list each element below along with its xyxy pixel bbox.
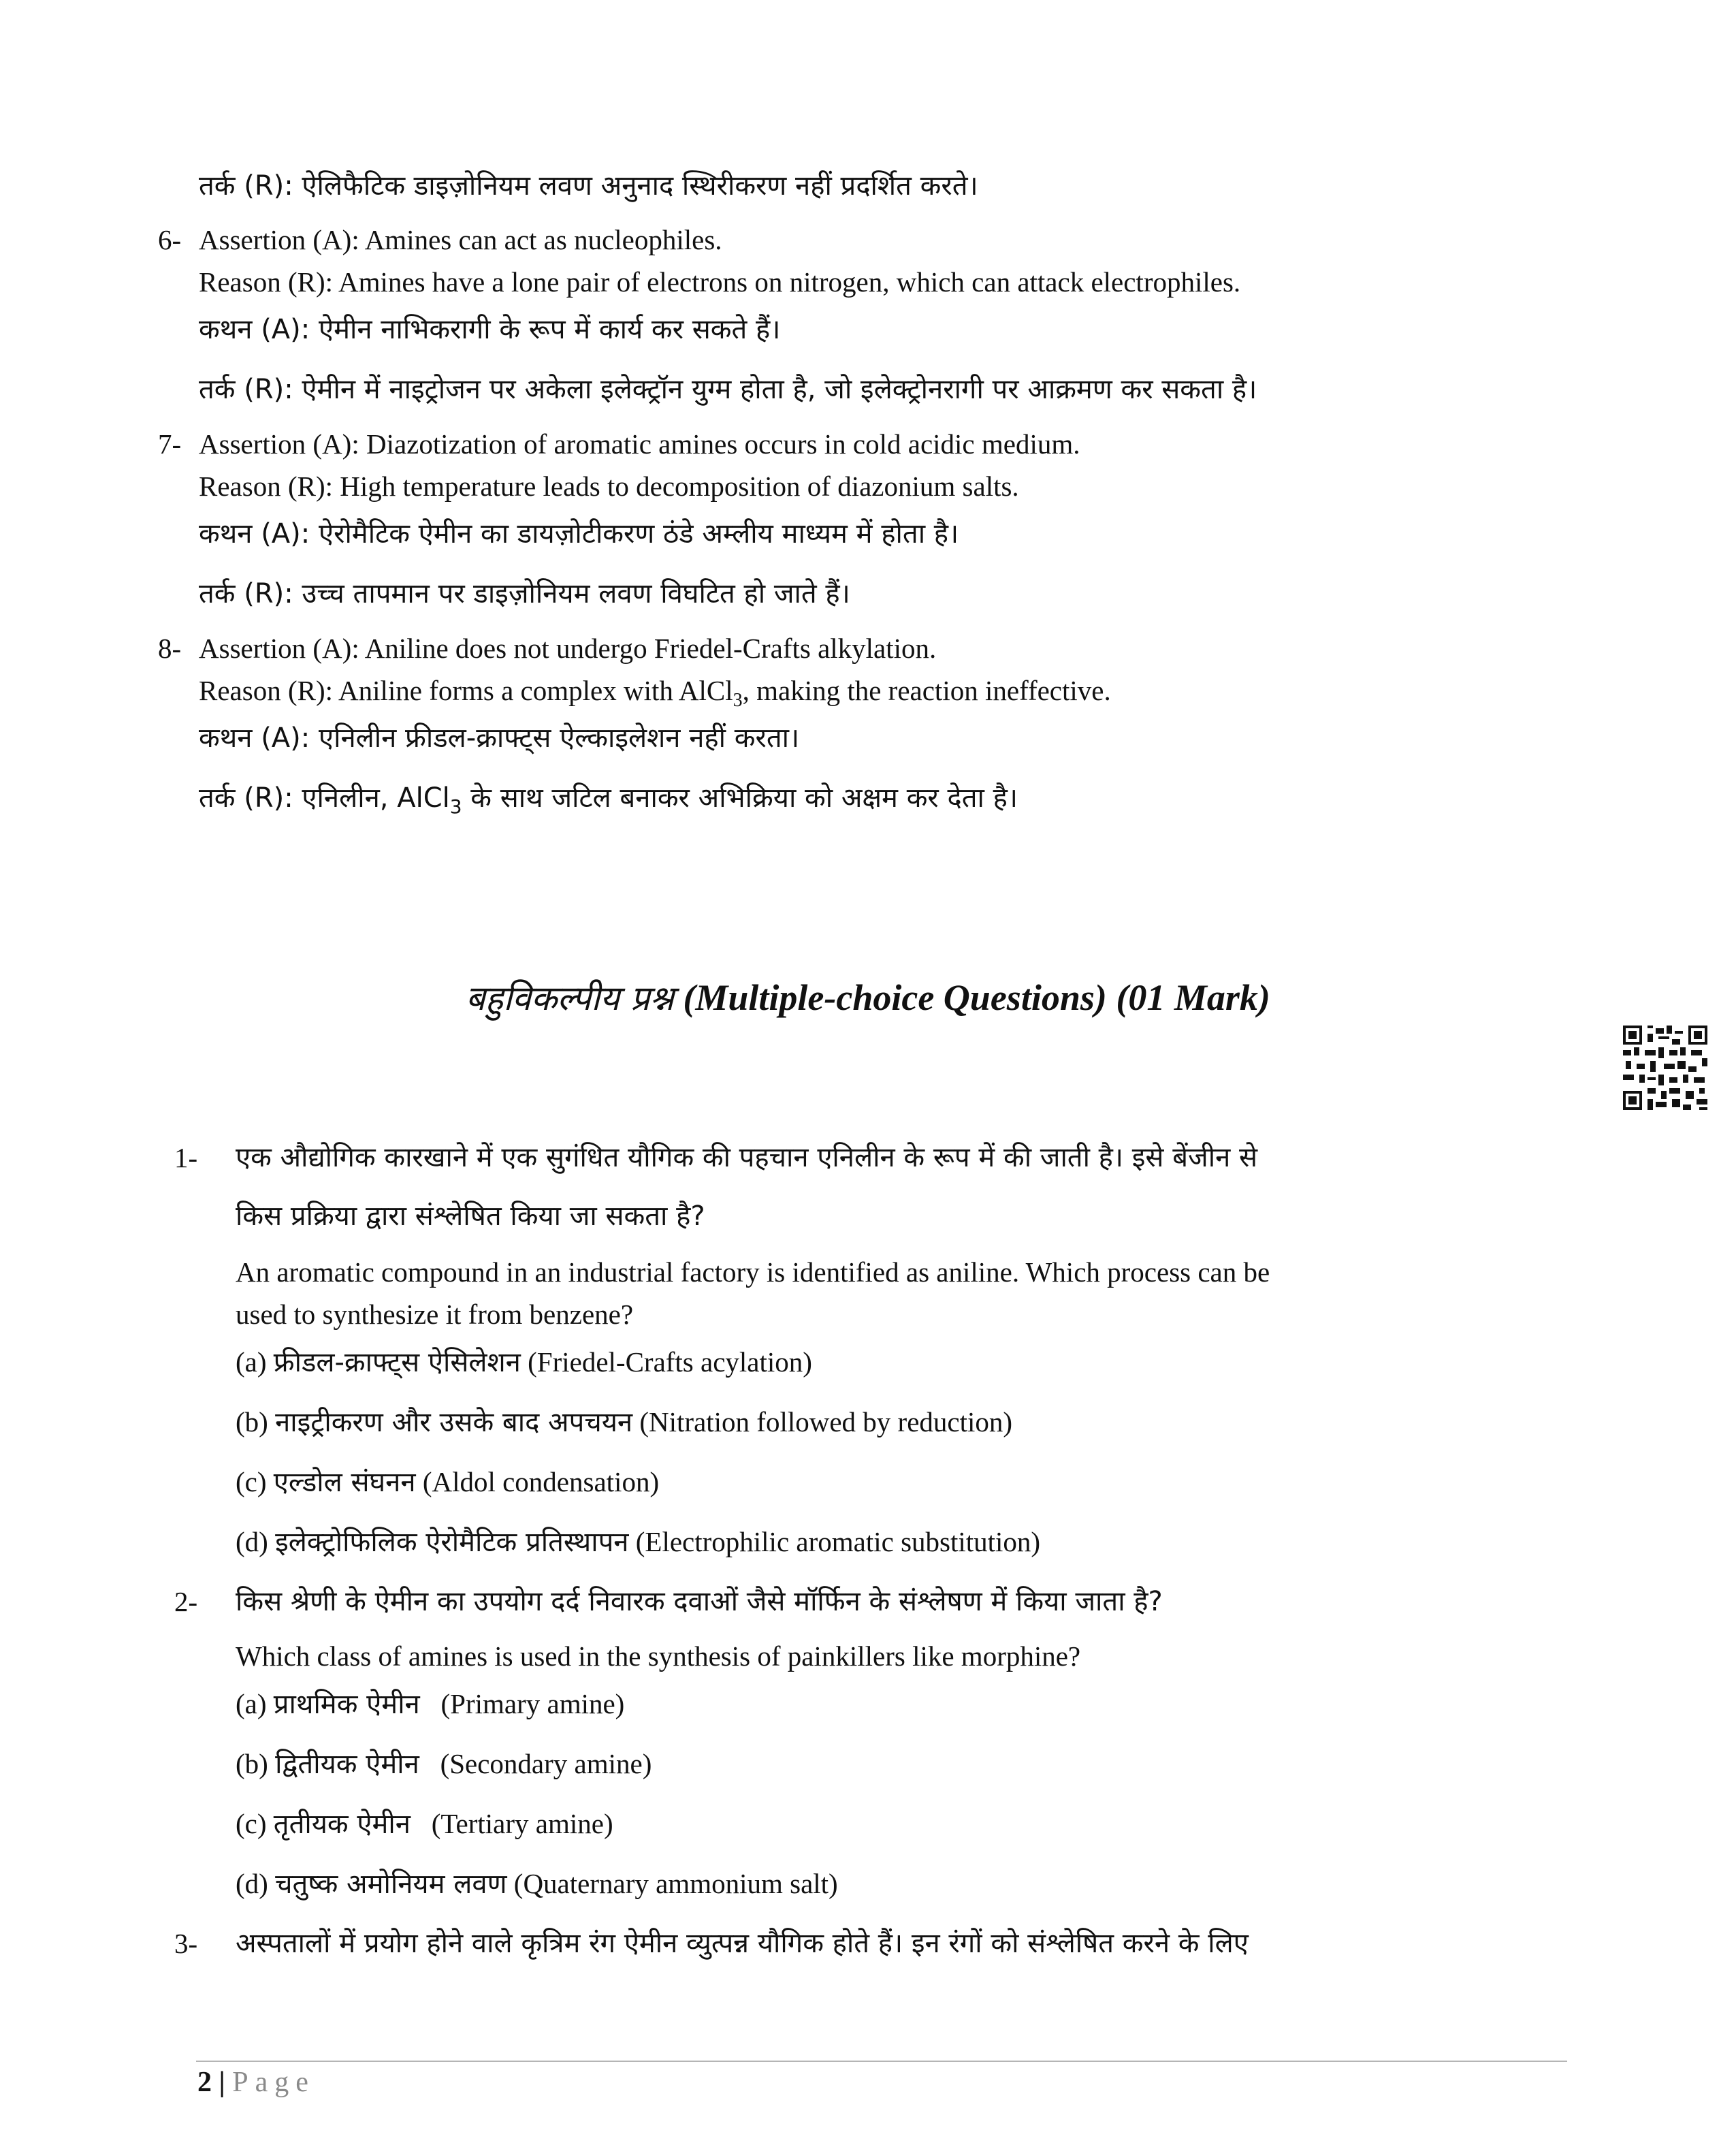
option-text-en: (Primary amine) bbox=[427, 1688, 625, 1719]
q8-reason-hi bbox=[199, 779, 1018, 826]
q7-assertion-hi: कथन (A): ऐरोमैटिक ऐमीन का डायज़ोटीकरण ठंडे अम्लीय माध्यम में होता है। bbox=[199, 518, 959, 550]
mcq2-option-a[interactable] bbox=[236, 1685, 624, 1723]
option-text-en: (Electrophilic aromatic substitution) bbox=[635, 1526, 1041, 1557]
q6-reason-hi: तर्क (R): ऐमीन में नाइट्रोजन पर अकेला इलेक्ट्रॉन युग्म होता है, जो इलेक्ट्रोनरागी पर आक्रमण कर सकता है। bbox=[199, 374, 1257, 405]
footer-divider bbox=[196, 2061, 1567, 2062]
q6-reason-en: Reason (R): Amines have a lone pair of electrons on nitrogen, which can attack electrophiles. bbox=[199, 266, 1241, 298]
mcq3-hi-line1: अस्पतालों में प्रयोग होने वाले कृत्रिम रंग ऐमीन व्युत्पन्न यौगिक होते हैं। इन रंगों को संश्लेषित करने के लिए bbox=[236, 1928, 1249, 1959]
section-title-en: (Multiple-choice Questions) (01 Mark) bbox=[683, 977, 1270, 1018]
option-text-en: (Tertiary amine) bbox=[417, 1808, 613, 1839]
option-label: (d) bbox=[236, 1526, 268, 1557]
option-text-hi: एल्डोल संघनन bbox=[273, 1467, 416, 1498]
option-text-en: (Aldol condensation) bbox=[422, 1466, 660, 1497]
q8-reason-en bbox=[199, 671, 1111, 720]
footer-separator: | bbox=[219, 2067, 225, 2098]
q8-reason-hi-pre: तर्क (R): एनिलीन, AlCl bbox=[199, 782, 450, 814]
page-number: 2 bbox=[197, 2067, 212, 2098]
mcq1-option-d[interactable] bbox=[236, 1523, 1040, 1561]
option-label: (a) bbox=[236, 1688, 267, 1719]
option-text-hi: इलेक्ट्रोफिलिक ऐरोमैटिक प्रतिस्थापन bbox=[275, 1527, 629, 1558]
q5-reason-hi: तर्क (R): ऐलिफैटिक डाइज़ोनियम लवण अनुनाद स्थिरीकरण नहीं प्रदर्शित करते। bbox=[199, 170, 978, 202]
mcq1-en-line2: used to synthesize it from benzene? bbox=[236, 1299, 634, 1330]
mcq2-number: 2- bbox=[174, 1586, 198, 1617]
mcq1-en-line1: An aromatic compound in an industrial factory is identified as aniline. Which process can be bbox=[236, 1256, 1270, 1288]
q8-reason-en-post: , making the reaction ineffective. bbox=[742, 675, 1111, 706]
option-text-hi: द्वितीयक ऐमीन bbox=[275, 1749, 419, 1780]
option-label: (c) bbox=[236, 1808, 267, 1839]
mcq2-option-c[interactable] bbox=[236, 1805, 613, 1843]
option-text-hi: प्राथमिक ऐमीन bbox=[273, 1689, 420, 1720]
mcq3-number: 3- bbox=[174, 1928, 198, 1959]
q8-reason-hi-sub: 3 bbox=[449, 795, 462, 818]
page-footer bbox=[197, 2063, 315, 2101]
q7-number: 7- bbox=[158, 428, 182, 460]
q7-reason-en: Reason (R): High temperature leads to decomposition of diazonium salts. bbox=[199, 471, 1019, 502]
option-text-hi: तृतीयक ऐमीन bbox=[273, 1809, 411, 1840]
option-label: (b) bbox=[236, 1406, 268, 1437]
mcq1-hi-line2: किस प्रक्रिया द्वारा संश्लेषित किया जा सकता है? bbox=[236, 1201, 705, 1232]
option-label: (c) bbox=[236, 1466, 267, 1497]
mcq1-hi-line1: एक औद्योगिक कारखाने में एक सुगंधित यौगिक की पहचान एनिलीन के रूप में की जाती है। इसे बेंजीन से bbox=[236, 1142, 1258, 1173]
option-text-en: (Secondary amine) bbox=[426, 1748, 652, 1779]
mcq2-en-line1: Which class of amines is used in the synthesis of painkillers like morphine? bbox=[236, 1640, 1081, 1672]
option-text-en: (Nitration followed by reduction) bbox=[639, 1406, 1013, 1437]
mcq2-option-d[interactable] bbox=[236, 1864, 838, 1903]
section-title-hi: बहुविकल्पीय प्रश्न bbox=[466, 979, 674, 1018]
mcq1-option-a[interactable] bbox=[236, 1343, 812, 1382]
q6-number: 6- bbox=[158, 224, 182, 255]
q8-reason-en-sub: 3 bbox=[733, 690, 743, 712]
q6-assertion-hi: कथन (A): ऐमीन नाभिकरागी के रूप में कार्य कर सकते हैं। bbox=[199, 314, 781, 345]
q8-assertion-en: Assertion (A): Aniline does not undergo Friedel-Crafts alkylation. bbox=[199, 633, 937, 664]
q7-assertion-en: Assertion (A): Diazotization of aromatic amines occurs in cold acidic medium. bbox=[199, 428, 1080, 460]
option-text-hi: नाइट्रीकरण और उसके बाद अपचयन bbox=[275, 1407, 633, 1438]
q8-reason-en-pre: Reason (R): Aniline forms a complex with AlCl bbox=[199, 675, 733, 706]
q8-assertion-hi: कथन (A): एनिलीन फ्रीडल-क्राफ्ट्स ऐल्काइलेशन नहीं करता। bbox=[199, 722, 800, 754]
q7-reason-hi: तर्क (R): उच्च तापमान पर डाइज़ोनियम लवण विघटित हो जाते हैं। bbox=[199, 578, 850, 609]
mcq2-option-b[interactable] bbox=[236, 1745, 652, 1783]
qr-code[interactable] bbox=[1623, 1026, 1707, 1110]
option-label: (a) bbox=[236, 1346, 267, 1378]
page-word: Page bbox=[232, 2067, 315, 2098]
option-text-hi: फ्रीडल-क्राफ्ट्स ऐसिलेशन bbox=[273, 1347, 521, 1378]
mcq1-option-c[interactable] bbox=[236, 1463, 659, 1502]
option-text-en: (Friedel-Crafts acylation) bbox=[528, 1346, 812, 1378]
mcq1-option-b[interactable] bbox=[236, 1403, 1012, 1442]
q8-number: 8- bbox=[158, 633, 182, 664]
option-text-en: (Quaternary ammonium salt) bbox=[513, 1868, 838, 1899]
q8-reason-hi-post: के साथ जटिल बनाकर अभिक्रिया को अक्षम कर देता है। bbox=[462, 782, 1018, 814]
mcq1-number: 1- bbox=[174, 1142, 198, 1173]
option-text-hi: चतुष्क अमोनियम लवण bbox=[275, 1869, 507, 1900]
option-label: (d) bbox=[236, 1868, 268, 1899]
q6-assertion-en: Assertion (A): Amines can act as nucleophiles. bbox=[199, 224, 722, 255]
option-label: (b) bbox=[236, 1748, 268, 1779]
mcq2-hi-line1: किस श्रेणी के ऐमीन का उपयोग दर्द निवारक दवाओं जैसे मॉर्फिन के संश्लेषण में किया जाता है? bbox=[236, 1586, 1163, 1617]
section-heading bbox=[0, 974, 1736, 1022]
